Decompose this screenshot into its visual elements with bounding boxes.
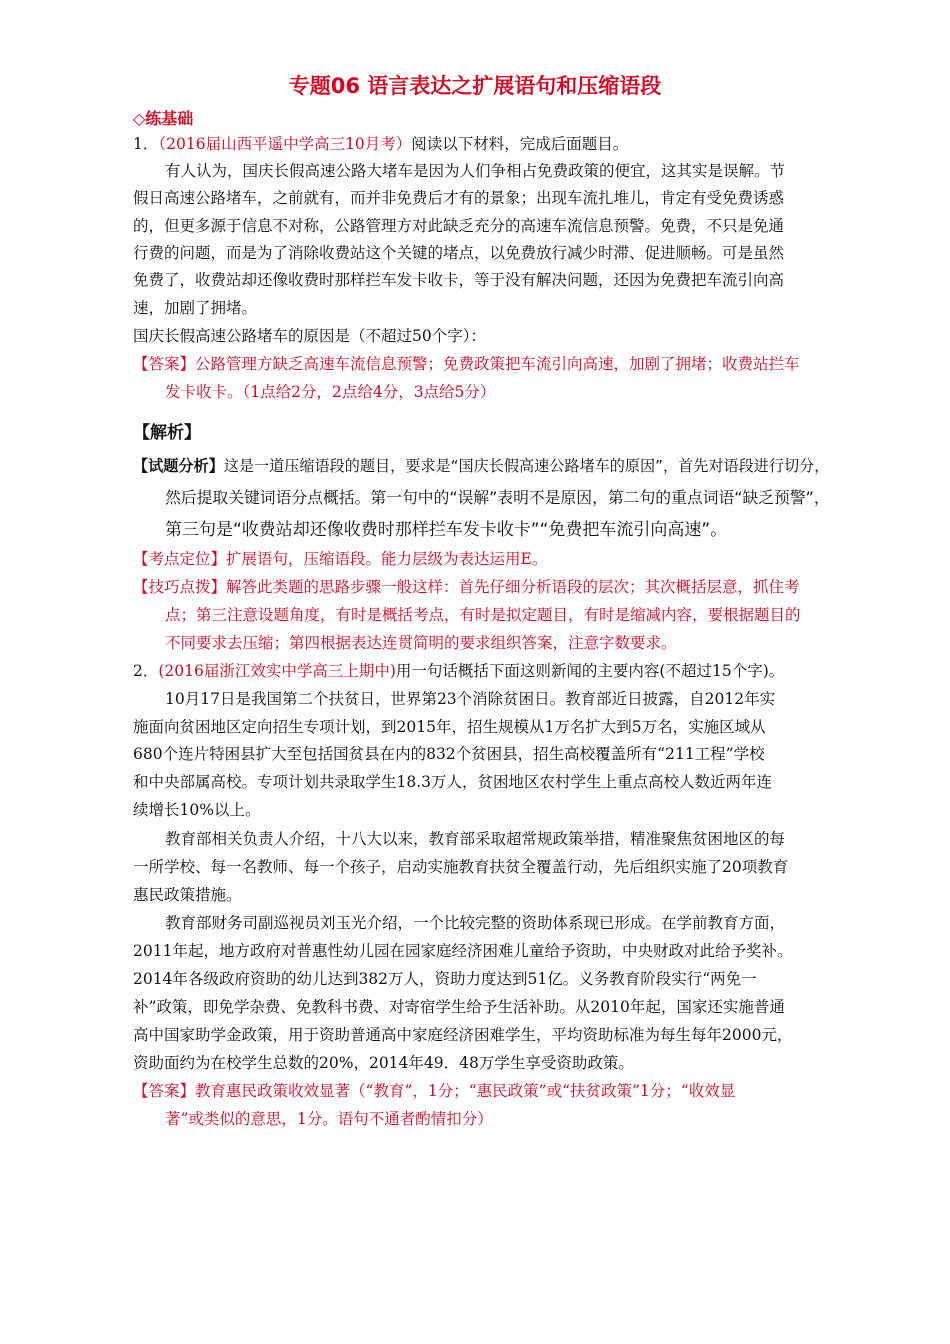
passage-line: 2014年各级政府资助的幼儿达到382万人，资助力度达到51亿。义务教育阶段实行“两免一	[133, 970, 757, 988]
question-prompt: 用一句话概括下面这则新闻的主要内容(不超过15个字)。	[395, 662, 785, 680]
passage-line: 680个连片特困县扩大至包括国贫县在内的832个贫困县，招生高校覆盖所有“211工程”学校	[133, 745, 765, 763]
passage-line: 2011年起，地方政府对普惠性幼儿园在园家庭经济困难儿童给予资助，中央财政对此给予奖补。	[133, 942, 793, 960]
passage-line: 行费的问题，而是为了消除收费站这个关键的堵点，以免费放行减少时滞、促进顺畅。可是虽然	[133, 244, 785, 262]
analysis-block	[133, 455, 829, 477]
section-heading: ◇练基础	[133, 109, 194, 128]
answer-line: 著”或类似的意思，1分。语句不通者酌情扣分）	[165, 1110, 493, 1128]
answer-line: 教育惠民政策收效显著（“教育”，1分；“惠民政策”或“扶贫政策”1分；“收效显	[195, 1082, 736, 1100]
question-source: （2016届山西平遥中学高三10月考）	[158, 135, 412, 153]
question-prompt: 阅读以下材料，完成后面题目。	[411, 135, 629, 153]
passage-line: 10月17日是我国第二个扶贫日，世界第23个消除贫困日。教育部近日披露，自2012年实	[165, 690, 776, 708]
passage-line: 补”政策，即免学杂费、免教科书费、对寄宿学生给予生活补助。从2010年起，国家还实施普通	[133, 998, 785, 1016]
answer-block	[133, 1080, 735, 1102]
passage-line: 有人认为，国庆长假高速公路大堵车是因为人们争相占免费政策的便宜，这其实是误解。节	[165, 162, 786, 180]
jiqiao-tag: 【技巧点拨】	[133, 578, 227, 596]
question-1-header	[133, 133, 628, 155]
passage-line: 一所学校、每一名教师、每一个孩子，启动实施教育扶贫全覆盖行动，先后组织实施了20项教育	[133, 858, 789, 876]
passage-line: 续增长10%以上。	[133, 801, 261, 819]
jiqiao-line: 不同要求去压缩；第四根据表达连贯简明的要求组织答案，注意字数要求。	[165, 634, 677, 652]
jiqiao-line: 点；第三注意设题角度，有时是概括考点，有时是拟定题目，有时是缩减内容，要根据题目的	[165, 606, 801, 624]
passage-line: 和中央部属高校。专项计划共录取学生18.3万人，贫困地区农村学生上重点高校人数近两年连	[133, 773, 773, 791]
passage-line: 资助面约为在校学生总数的20%，2014年49．48万学生享受资助政策。	[133, 1054, 634, 1072]
question-source: (2016届浙江效实中学高三上期中)	[158, 662, 396, 680]
analysis-sub-tag: 【试题分析】	[133, 457, 224, 475]
passage-line: 的，但更多源于信息不对称，公路管理方对此缺乏充分的高速车流信息预警。免费，不只是免通	[133, 217, 785, 235]
jiqiao-block	[133, 576, 800, 598]
answer-line: 公路管理方缺乏高速车流信息预警；免费政策把车流引向高速，加剧了拥堵；收费站拦车	[195, 355, 800, 373]
passage-line: 假日高速公路堵车，之前就有，而并非免费后才有的景象；出现车流扎堆儿，肯定有受免费诱惑	[133, 189, 785, 207]
passage-line: 教育部相关负责人介绍，十八大以来，教育部采取超常规政策举措，精准聚焦贫困地区的每	[165, 830, 786, 848]
answer-block	[133, 353, 800, 375]
question-2-header	[133, 660, 784, 682]
jiqiao-line: 解答此类题的思路步骤一般这样：首先仔细分析语段的层次；其次概括层意，抓住考	[226, 578, 800, 596]
analysis-line: 第三句是“收费站却还像收费时那样拦车发卡收卡”“免费把车流引向高速”。	[165, 520, 728, 540]
passage-line: 惠民政策措施。	[133, 886, 242, 904]
answer-tag: 【答案】	[133, 1082, 196, 1100]
analysis-line: 然后提取关键词语分点概括。第一句中的“误解”表明不是原因，第二句的重点词语“缺乏预警”，	[165, 488, 830, 507]
analysis-heading: 【解析】	[133, 423, 201, 443]
passage-line: 高中国家助学金政策，用于资助普通高中家庭经济困难学生，平均资助标准为每生每年2000元，	[133, 1026, 793, 1044]
passage-line: 免费了，收费站却还像收费时那样拦车发卡收卡，等于没有解决问题，还因为免费把车流引向高	[133, 271, 785, 289]
answer-tag: 【答案】	[133, 355, 196, 373]
passage-line: 教育部财务司副巡视员刘玉光介绍，一个比较完整的资助体系现已形成。在学前教育方面，	[165, 914, 786, 932]
question-text: 国庆长假高速公路堵车的原因是（不超过50个字）：	[133, 327, 486, 345]
answer-line: 发卡收卡。（1点给2分，2点给4分，3点给5分）	[165, 383, 496, 401]
question-number: 1．	[133, 135, 159, 153]
passage-line: 施面向贫困地区定向招生专项计划，到2015年，招生规模从1万名扩大到5万名，实施区域从	[133, 718, 766, 736]
page-title: 专题06 语言表达之扩展语句和压缩语段	[288, 74, 662, 98]
question-number: 2．	[133, 662, 159, 680]
passage-line: 速，加剧了拥堵。	[133, 299, 258, 317]
kaodian-block	[133, 548, 547, 570]
kaodian-tag: 【考点定位】	[133, 550, 227, 568]
kaodian-text: 扩展语句，压缩语段。能力层级为表达运用E。	[226, 550, 548, 568]
analysis-line: 这是一道压缩语段的题目，要求是“国庆长假高速公路堵车的原因”，首先对语段进行切分，	[223, 457, 830, 475]
